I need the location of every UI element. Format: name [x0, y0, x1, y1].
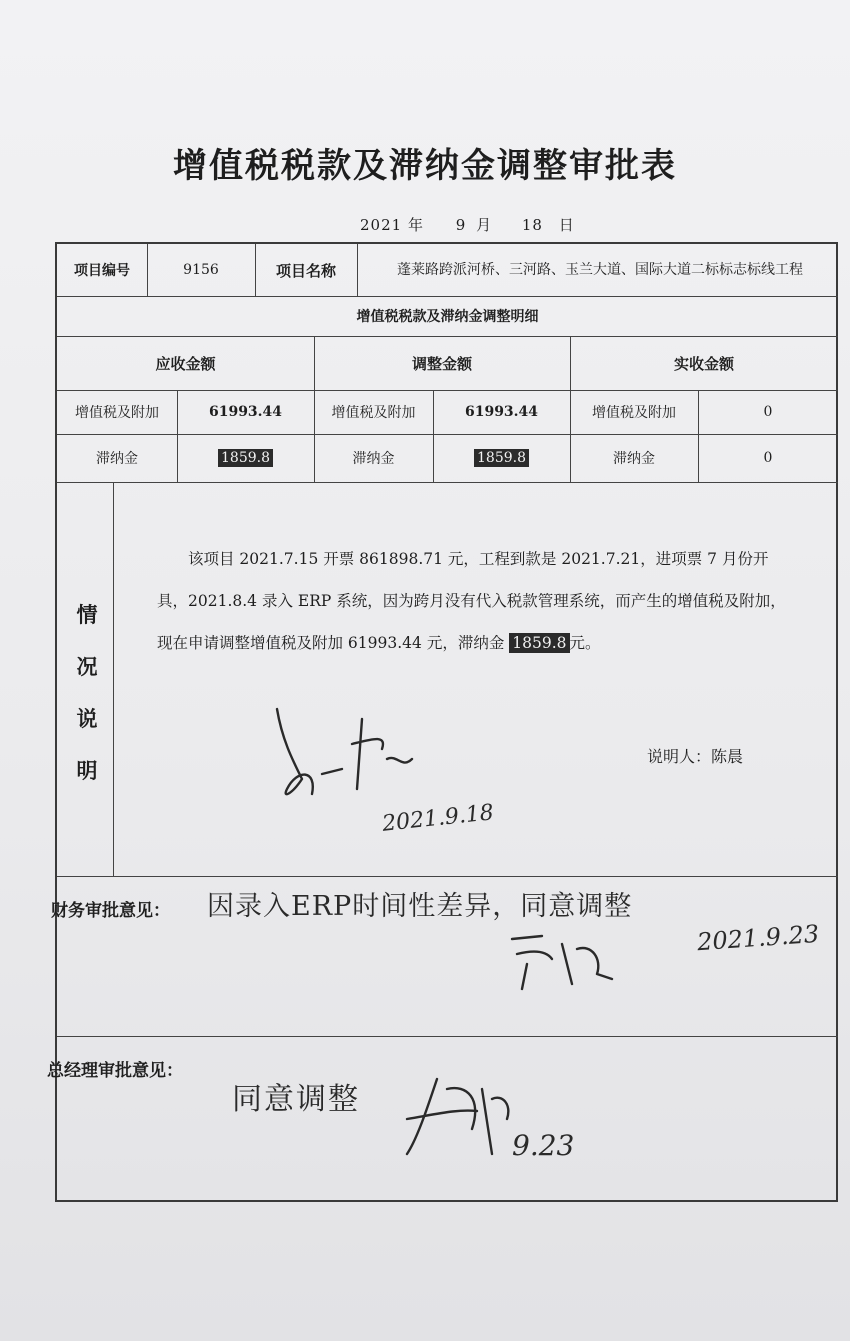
receivable-late-label: 滞纳金 — [96, 451, 138, 467]
adjustment-header: 调整金额 — [411, 354, 472, 373]
adjustment-late-label: 滞纳金 — [352, 451, 395, 467]
date-day: 18 — [521, 216, 543, 234]
gm-signature — [397, 1059, 517, 1159]
received-tax-value: 0 — [763, 404, 773, 420]
approval-form-table — [47, 242, 838, 1202]
date-year-unit: 年 — [407, 216, 424, 234]
receivable-header: 应收金额 — [155, 354, 216, 373]
receivable-tax-value: 61993.44 — [208, 404, 283, 420]
form-date — [360, 214, 575, 235]
explainer-signature — [262, 699, 442, 809]
row-divider — [57, 876, 838, 877]
received-late-label: 滞纳金 — [613, 451, 655, 467]
date-month-unit: 月 — [476, 216, 493, 234]
finance-opinion: 因录入ERP时间性差异，同意调整 — [207, 891, 633, 922]
project-name: 蓬莱路跨派河桥、三河路、玉兰大道、国际大道二标标志标线工程 — [397, 262, 803, 278]
adjustment-tax-label: 增值税及附加 — [331, 405, 416, 421]
explainer-name: 说明人：陈晨 — [647, 747, 744, 766]
received-late-value: 0 — [763, 450, 773, 466]
receivable-tax-label: 增值税及附加 — [75, 405, 159, 421]
gm-opinion: 同意调整 — [232, 1082, 360, 1117]
detail-header: 增值税税款及滞纳金调整明细 — [356, 309, 539, 325]
form-title: 增值税税款及滞纳金调整审批表 — [173, 146, 677, 186]
row-divider — [57, 482, 838, 483]
gm-approval-label: 总经理审批意见： — [47, 1061, 183, 1081]
finance-approval-date: 2021.9.23 — [696, 919, 820, 957]
project-number: 9156 — [183, 262, 219, 278]
situation-text — [157, 538, 797, 664]
explainer-signature-date: 2021.9.18 — [381, 800, 495, 837]
adjustment-late-value: 1859.8 — [474, 449, 529, 467]
project-number-label: 项目编号 — [74, 263, 130, 279]
row-divider — [57, 1036, 838, 1037]
col-divider — [113, 482, 114, 876]
received-header: 实收金额 — [673, 354, 734, 373]
project-name-label: 项目名称 — [275, 261, 336, 280]
adjustment-late-cell — [433, 434, 570, 482]
gm-approval-date: 9.23 — [512, 1129, 575, 1162]
received-tax-label: 增值税及附加 — [592, 405, 676, 421]
receivable-late-value: 1859.8 — [218, 449, 273, 467]
date-day-unit: 日 — [558, 216, 575, 234]
finance-signature — [502, 924, 622, 994]
receivable-late-cell — [177, 434, 314, 482]
situation-text-amount: 1859.8 — [509, 633, 569, 653]
adjustment-tax-value: 61993.44 — [464, 404, 539, 420]
col-divider — [357, 244, 358, 296]
finance-approval-label: 财务审批意见： — [51, 901, 170, 921]
date-year: 2021 — [360, 216, 403, 234]
situation-text-body: 该项目 2021.7.15 开票 861898.71 元，工程到款是 2021.7.21，进项票 7 月份开具，2021.8.4 录入 ERP 系统，因为跨月没有代入税款管理系统，而产生的增值税及附加，现在申请调整增值税及附加 61993.44 元，滞纳金 — [157, 550, 786, 652]
date-month: 9 — [455, 216, 467, 234]
situation-label: 情 况 说 明 — [76, 602, 98, 783]
situation-text-end: 元。 — [569, 634, 601, 652]
